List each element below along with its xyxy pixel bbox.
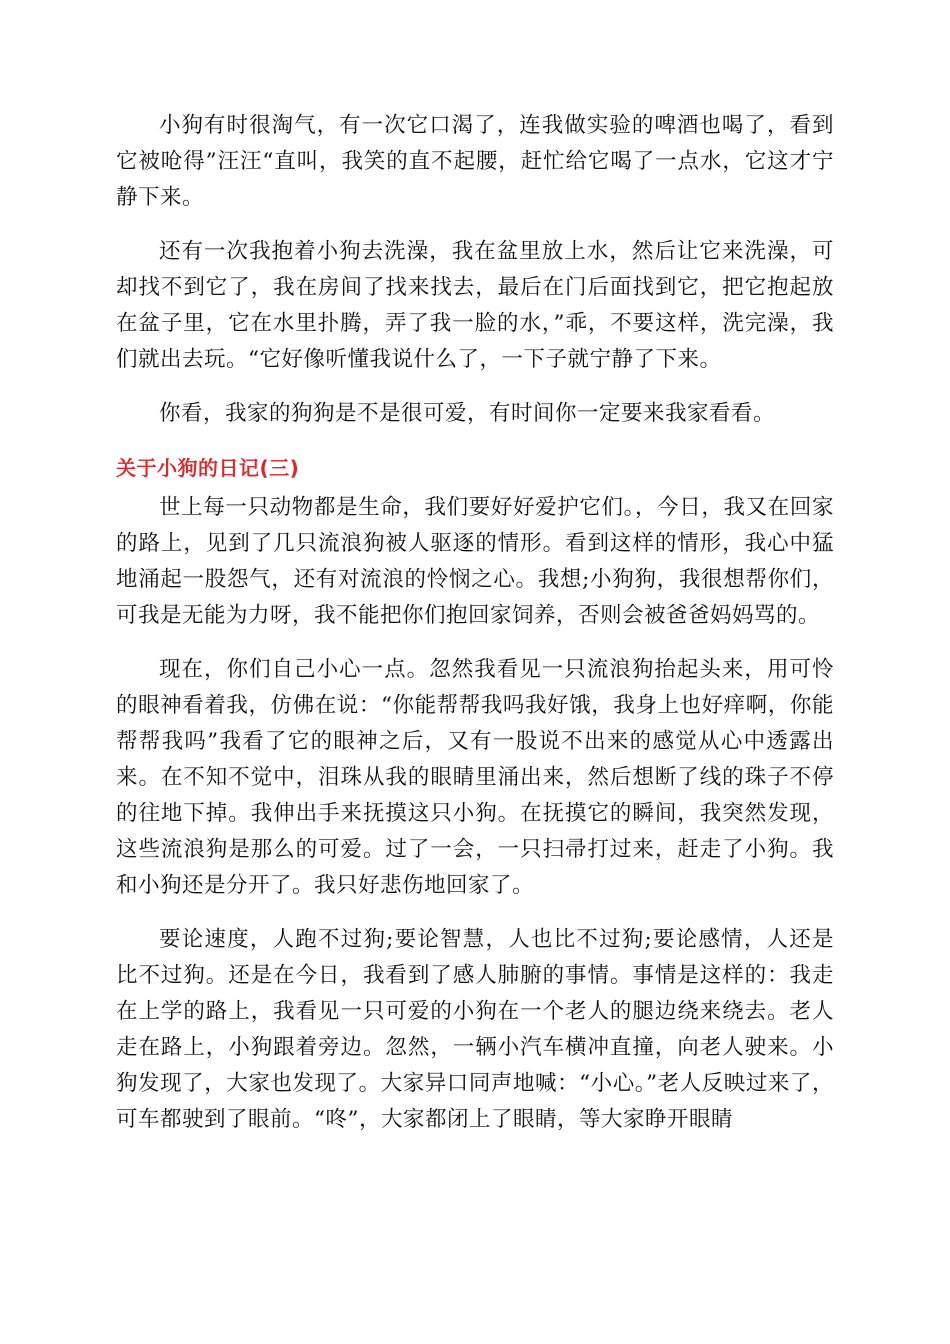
paragraph-naughty-dog: 小狗有时很淘气，有一次它口渴了，连我做实验的啤酒也喝了，看到它被呛得”汪汪“直叫，我笑的直不起腰，赶忙给它喝了一点水，它这才宁静下来。 bbox=[116, 113, 834, 210]
paragraph-pitiful-eyes: 现在，你们自己小心一点。忽然我看见一只流浪狗抬起头来，用可怜的眼神看着我，仿佛在说：“你能帮帮我吗我好饿，我身上也好痒啊，你能帮帮我吗”我看了它的眼神之后，又有一股说不出来的感觉从心中透露出来。在不知不觉中，泪珠从我的眼睛里涌出来，然后想断了线的珠子不停的往地下掉。我伸出手来抚摸这只小狗。在抚摸它的瞬间，我突然发现，这些流浪狗是那么的可爱。过了一会，一只扫帚打过来，赶走了小狗。我和小狗还是分开了。我只好悲伤地回家了。 bbox=[116, 657, 834, 898]
paragraph-cute-dog: 你看，我家的狗狗是不是很可爱，有时间你一定要来我家看看。 bbox=[159, 401, 776, 426]
paragraph-bath: 还有一次我抱着小狗去洗澡，我在盆里放上水，然后让它来洗澡，可却找不到它了，我在房间了找来找去，最后在门后面找到它，把它抱起放在盆子里，它在水里扑腾，弄了我一脸的水，”乖，不要这样，洗完澡，我们就出去玩。“它好像听懂我说什么了，一下子就宁静了下来。 bbox=[116, 239, 834, 372]
section-heading: 关于小狗的日记(三) bbox=[116, 456, 300, 480]
paragraph-stray-dogs: 世上每一只动物都是生命，我们要好好爱护它们。，今日，我又在回家的路上，见到了几只流浪狗被人驱逐的情形。看到这样的情形，我心中猛地涌起一股怨气，还有对流浪的怜悯之心。我想;小狗狗，我很想帮你们，可我是无能为力呀，我不能把你们抱回家饲养，否则会被爸爸妈妈骂的。 bbox=[116, 495, 834, 628]
document-page bbox=[116, 108, 834, 1156]
paragraph-loyal-dog: 要论速度，人跑不过狗;要论智慧，人也比不过狗;要论感情，人还是比不过狗。还是在今日，我看到了感人肺腑的事情。事情是这样的：我走在上学的路上，我看见一只可爱的小狗在一个老人的腿边绕来绕去。老人走在路上，小狗跟着旁边。忽然，一辆小汽车横冲直撞，向老人驶来。小狗发现了，大家也发现了。大家异口同声地喊：“小心。”老人反映过来了，可车都驶到了眼前。“咚”，大家都闭上了眼睛，等大家睁开眼睛 bbox=[116, 927, 834, 1132]
